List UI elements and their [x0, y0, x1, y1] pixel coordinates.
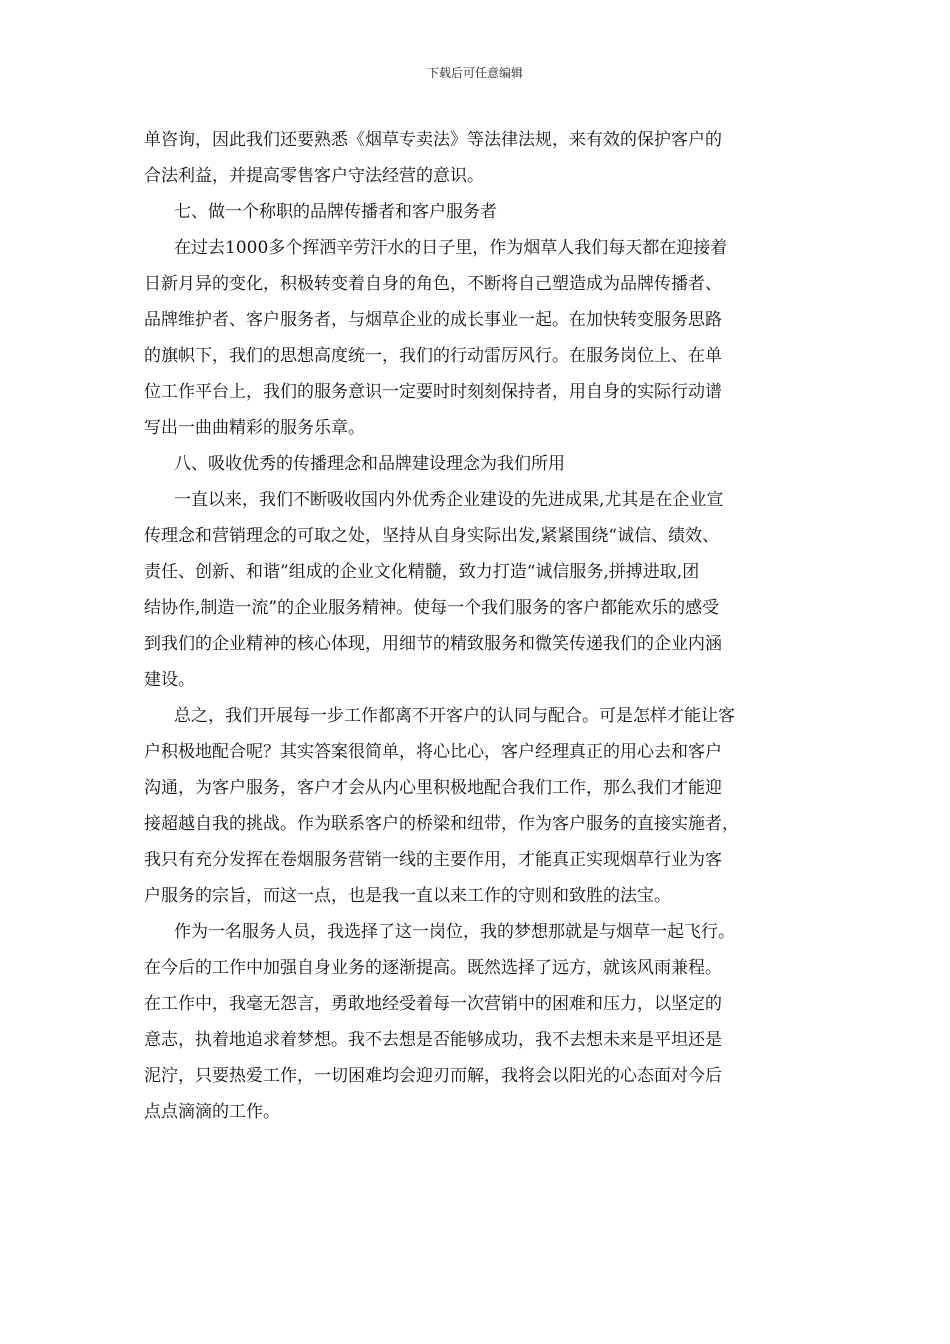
text-line: 总之，我们开展每一步工作都离不开客户的认同与配合。可是怎样才能让客	[174, 706, 735, 726]
text-line: 到我们的企业精神的核心体现，用细节的精致服务和微笑传递我们的企业内涵	[144, 634, 722, 654]
text-line: 在工作中，我毫无怨言，勇敢地经受着每一次营销中的困难和压力，以坚定的	[144, 994, 722, 1014]
text-line: 位工作平台上，我们的服务意识一定要时时刻刻保持者，用自身的实际行动谱	[144, 382, 722, 402]
text-line: 日新月异的变化，积极转变着自身的角色，不断将自己塑造成为品牌传播者、	[144, 274, 722, 294]
text-line: 作为一名服务人员，我选择了这一岗位，我的梦想那就是与烟草一起飞行。	[174, 922, 735, 942]
text-line: 沟通，为客户服务，客户才会从内心里积极地配合我们工作，那么我们才能迎	[144, 778, 722, 798]
text-line: 写出一曲曲精彩的服务乐章。	[144, 418, 365, 438]
text-line: 户积极地配合呢？其实答案很简单，将心比心，客户经理真正的用心去和客户	[144, 742, 722, 762]
text-line: 我只有充分发挥在卷烟服务营销一线的主要作用，才能真正实现烟草行业为客	[144, 850, 722, 870]
text-line: 品牌维护者、客户服务者，与烟草企业的成长事业一起。在加快转变服务思路	[144, 310, 722, 330]
text-line: 一直以来，我们不断吸收国内外优秀企业建设的先进成果,尤其是在企业宣	[174, 490, 724, 510]
text-line: 在过去1000多个挥洒辛劳汗水的日子里，作为烟草人我们每天都在迎接着	[174, 238, 728, 258]
text-line: 泥泞，只要热爱工作，一切困难均会迎刃而解，我将会以阳光的心态面对今后	[144, 1066, 722, 1086]
text-line: 建设。	[144, 670, 195, 690]
text-line: 七、做一个称职的品牌传播者和客户服务者	[174, 202, 497, 222]
text-line: 单咨询，因此我们还要熟悉《烟草专卖法》等法律法规，来有效的保护客户的	[144, 130, 722, 150]
text-line: 合法利益，并提高零售客户守法经营的意识。	[144, 166, 484, 186]
text-line: 的旗帜下，我们的思想高度统一，我们的行动雷厉风行。在服务岗位上、在单	[144, 346, 722, 366]
document-body	[144, 122, 810, 1130]
text-line: 传理念和营销理念的可取之处，坚持从自身实际出发,紧紧围绕“诚信、绩效、	[144, 526, 720, 546]
text-line: 户服务的宗旨，而这一点，也是我一直以来工作的守则和致胜的法宝。	[144, 886, 671, 906]
text-line: 点点滴滴的工作。	[144, 1102, 280, 1122]
text-line: 结协作,制造一流”的企业服务精神。使每一个我们服务的客户都能欢乐的感受	[144, 598, 720, 618]
text-line: 在今后的工作中加强自身业务的逐渐提高。既然选择了远方，就该风雨兼程。	[144, 958, 722, 978]
page-header-note: 下载后可任意编辑	[426, 66, 523, 80]
text-line: 责任、创新、和谐”组成的企业文化精髓，致力打造“诚信服务,拼搏进取,团	[144, 562, 700, 582]
text-line: 意志，执着地追求着梦想。我不去想是否能够成功，我不去想未来是平坦还是	[144, 1030, 722, 1050]
text-line: 八、吸收优秀的传播理念和品牌建设理念为我们所用	[174, 454, 565, 474]
text-line: 接超越自我的挑战。作为联系客户的桥梁和纽带，作为客户服务的直接实施者，	[144, 814, 739, 834]
